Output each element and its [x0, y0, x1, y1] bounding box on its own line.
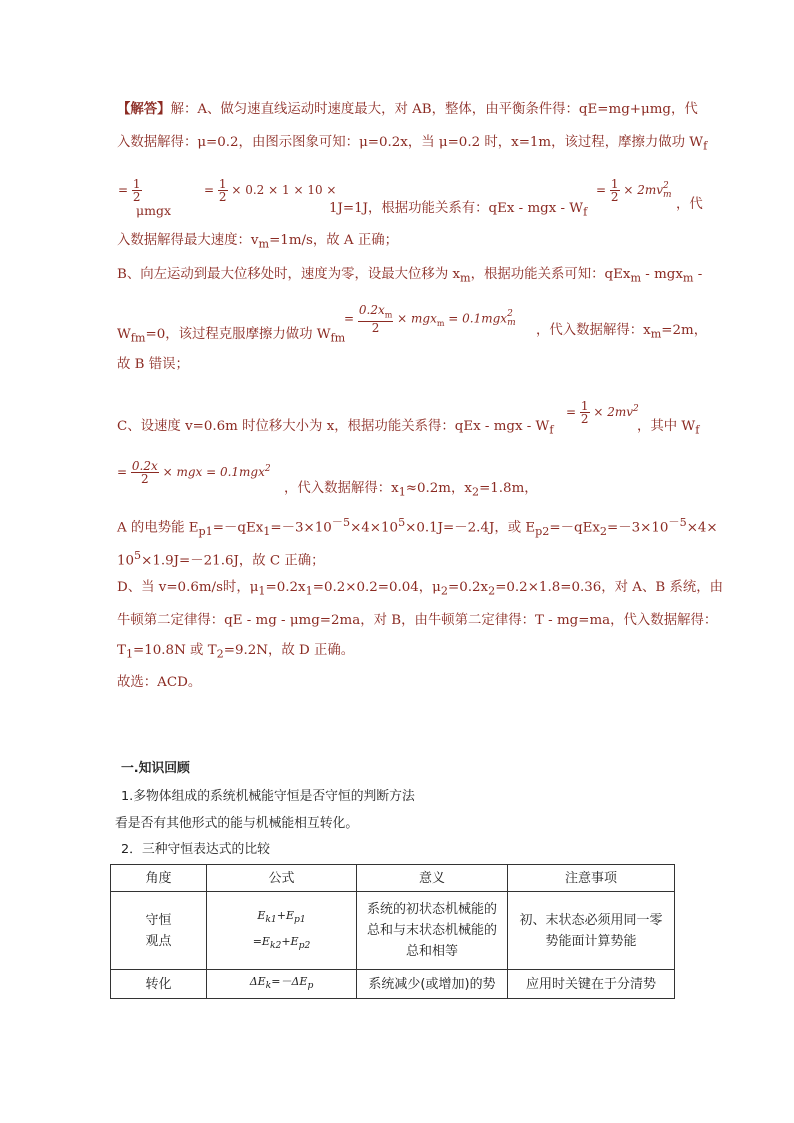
table-row [111, 970, 675, 999]
solution-line-7: 故 B 错误； [117, 357, 189, 372]
cell-note: 应用时关键在于分清势 [508, 970, 675, 999]
solution-line-11: $10^5\times 1.9J=-21.6J$，故 C 正确； [117, 549, 325, 569]
table-row [111, 892, 675, 970]
header-formula: 公式 [207, 865, 357, 892]
header-angle: 角度 [111, 865, 207, 892]
cell-meaning: 系统减少(或增加)的势 [357, 970, 508, 999]
solution-tag: 【解答】 [117, 101, 171, 117]
comparison-table [110, 864, 675, 999]
solution-line-8b: ，其中 $W_f$ [637, 419, 700, 437]
header-note: 注意事项 [508, 865, 675, 892]
solution-line-6b: ，代入数据解得：$x_m=2m$， [536, 323, 708, 341]
solution-line-3: 1J=1J，根据功能关系有：qEx - mgx - $W_f$ [329, 201, 588, 219]
solution-line-1: 【解答】解：A、做匀速直线运动时速度最大，对 AB，整体，由平衡条件得：qE=mg+μmg，代 [117, 101, 698, 117]
solution-line-5: B、向左运动到最大位移处时，速度为零，设最大位移为 $x_m$，根据功能关系可知：qEx$_m$ - mgx$_m$ - [117, 267, 703, 285]
formula-f6: = $\frac{0.2x}{2}$ × mgx = 0.1mgx$^2$ [117, 459, 271, 486]
formula-f5: = $\frac{1}{2}$ × $2mv^2$ [566, 399, 639, 426]
table-header-row [111, 865, 675, 892]
review-item-1-text: 看是否有其他形式的能与机械能相互转化。 [115, 816, 359, 831]
review-item-1: 1.多物体组成的系统机械能守恒是否守恒的判断方法 [121, 789, 415, 804]
formula-f2: = $\frac{1}{2}$ × 0.2 × 1 × 10 × [204, 177, 337, 204]
cell-formula: $E_{k1}+E_{p1}$ $=E_{k2}+E_{p2}$ [207, 892, 357, 970]
cell-meaning: 系统的初状态机械能的 总和与末状态机械能的 总和相等 [357, 892, 508, 970]
formula-f4: = $\frac{0.2x_m}{2}$ × mgx$_m$ = 0.1mgx 2 m [344, 303, 516, 336]
solution-line-6: $W_{fm}=0$，该过程克服摩擦力做功 $W_{fm}$ [117, 327, 346, 345]
solution-line-3b: ，代 [676, 197, 703, 212]
cell-angle: 守恒 观点 [111, 892, 207, 970]
cell-note: 初、末状态必须用同一零 势能面计算势能 [508, 892, 675, 970]
solution-line-2: 入数据解得：μ=0.2，由图示图象可知：μ=0.2x，当 μ=0.2 时，x=1m，该过程，摩擦力做功 $W_f$ [117, 135, 708, 153]
cell-angle: 转化 [111, 970, 207, 999]
formula-f1-tail: μmgx [136, 203, 172, 218]
review-item-2: 2．三种守恒表达式的比较 [121, 842, 270, 857]
formula-f3: = $\frac{1}{2}$ × 2mv 2 m [596, 177, 672, 204]
solution-line-8: C、设速度 v=0.6m 时位移大小为 x，根据功能关系得：qEx - mgx - $W_f$ [117, 419, 554, 437]
cell-formula: $\Delta E_k=-\Delta E_p$ [207, 970, 357, 999]
formula-f1: = $\frac{1}{2}$ [118, 177, 141, 204]
solution-line-14: $T_1=10.8N$ 或 $T_2=9.2N$，故 D 正确。 [117, 643, 355, 661]
solution-line-9: ，代入数据解得：$x_1\approx 0.2m$，$x_2=1.8m$， [284, 481, 538, 499]
solution-line-4: 入数据解得最大速度：$v_m=1m/s$，故 A 正确； [117, 233, 399, 251]
solution-line-10: A 的电势能 $E_{p1}=-qEx_1=-3\times 10^{-5}\times 4\times 10^5\times 0.1J=-2.4J$，或 $E_{p2}=-qEx_2=-3\times 10^{-5}\times 4\times$ [117, 516, 718, 539]
solution-line-15: 故选：ACD。 [117, 675, 202, 690]
solution-line-12: D、当 v=0.6m/s时，$\mu_1=0.2x_1=0.2\times 0.2=0.04$，$\mu_2=0.2x_2=0.2\times 1.8=0.36$，对 A、B 系统，由 [117, 580, 724, 598]
review-heading: 一.知识回顾 [121, 761, 190, 776]
solution-line-13: 牛顿第二定律得：qE - mg - μmg=2ma，对 B，由牛顿第二定律得：T - mg=ma，代入数据解得： [117, 613, 718, 628]
header-meaning: 意义 [357, 865, 508, 892]
